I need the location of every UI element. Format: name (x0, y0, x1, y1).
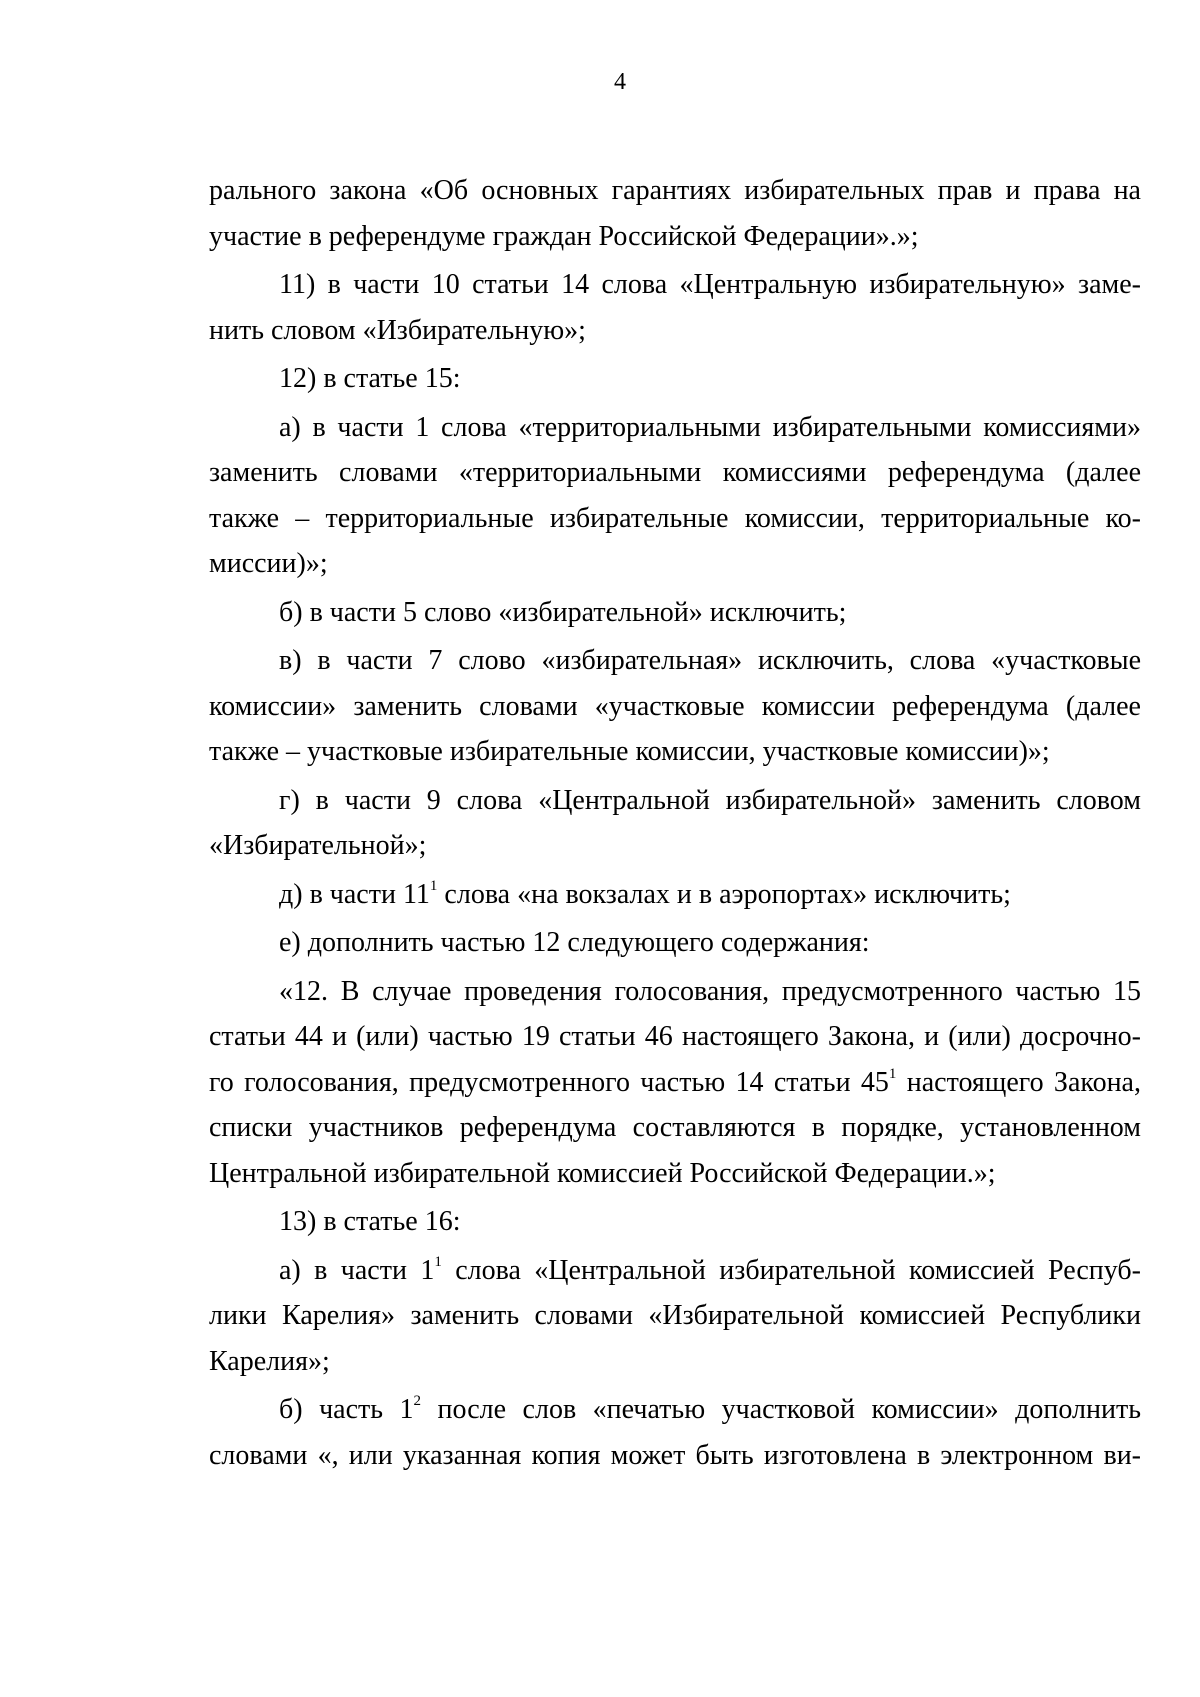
text-line: также – территориальные избирательные комиссии, территориальные ко- (209, 502, 1141, 534)
text-line: заменить словами «территориальными комиссиями референдума (далее (209, 457, 1141, 488)
text-line: статьи 44 и (или) частью 19 статьи 46 настоящего Закона, и (или) досрочно- (209, 1021, 1141, 1052)
superscript: 1 (429, 877, 438, 894)
text-line: Центральной избирательной комиссией Российской Федерации.»; (209, 1157, 996, 1189)
text-line (209, 872, 1141, 918)
superscript: 1 (888, 1065, 897, 1082)
text-segment: б) часть 1 (279, 1394, 414, 1425)
text-segment: а) в части 1 (279, 1254, 435, 1286)
text-segment: настоящего Закона, (896, 1066, 1141, 1098)
text-line: миссии)»; (209, 548, 328, 579)
text-segment: слова «Центральной избирательной комиссией Респуб- (441, 1254, 1141, 1286)
text-line: а) в части 1 слова «территориальными избирательными комиссиями» (279, 411, 1141, 443)
text-line: г) в части 9 слова «Центральной избирательной» заменить словом (279, 784, 1141, 816)
page-number: 4 (614, 69, 626, 95)
text-line: комиссии» заменить словами «участковые комиссии референдума (далее (209, 690, 1141, 722)
text-line: нить словом «Избирательную»; (209, 314, 586, 346)
text-line: «Избирательной»; (209, 830, 427, 861)
text-line: лики Карелия» заменить словами «Избирательной комиссией Республики (209, 1300, 1141, 1331)
superscript: 1 (434, 1253, 442, 1270)
text-line (209, 1387, 1141, 1433)
text-line: рального закона «Об основных гарантиях избирательных прав и права на (209, 175, 1141, 206)
text-segment: д) в части 11 (279, 878, 430, 910)
document-body (209, 168, 1141, 1478)
text-line: участие в референдуме граждан Российской Федерации».»; (209, 220, 919, 252)
text-line: «12. В случае проведения голосования, предусмотренного частью 15 (279, 975, 1141, 1007)
text-line: 11) в части 10 статьи 14 слова «Центральную избирательную» заме- (279, 269, 1141, 300)
text-line: списки участников референдума составляются в порядке, установленном (209, 1112, 1141, 1143)
text-line: 13) в статье 16: (279, 1206, 461, 1237)
text-line (209, 1248, 1141, 1294)
text-line: также – участковые избирательные комиссии, участковые комиссии)»; (209, 736, 1050, 767)
text-segment: после слов «печатью участковой комиссии» дополнить (421, 1394, 1141, 1425)
text-line: в) в части 7 слово «избирательная» исключить, слова «участковые (279, 645, 1141, 676)
text-segment: го голосования, предусмотренного частью 14 статьи 45 (209, 1066, 889, 1098)
text-line: словами «, или указанная копия может быть изготовлена в электронном ви- (209, 1439, 1141, 1471)
text-line: 12) в статье 15: (279, 363, 461, 394)
text-line: б) в части 5 слово «избирательной» исключить; (279, 596, 847, 628)
superscript: 2 (413, 1393, 422, 1409)
text-line (209, 1060, 1141, 1106)
text-segment: слова «на вокзалах и в аэропортах» исключить; (437, 878, 1011, 910)
text-line: е) дополнить частью 12 следующего содержания: (279, 927, 870, 958)
text-line: Карелия»; (209, 1345, 330, 1377)
